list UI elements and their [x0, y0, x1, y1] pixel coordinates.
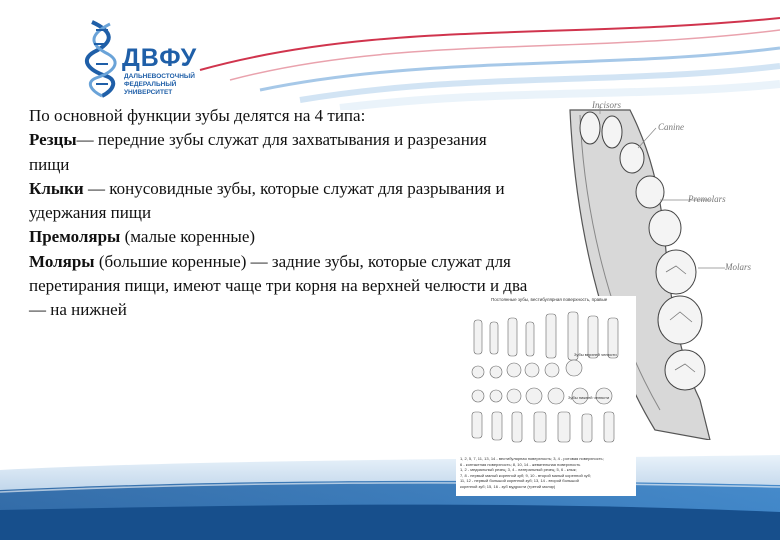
legend-line: 6 - контактная поверхность; 8, 10, 14 - жевательная поверхность — [460, 461, 581, 467]
incisors-label: Incisors — [592, 100, 621, 110]
canines-description: — конусовидные зубы, которые служат для разрывания и удержания пищи — [29, 178, 505, 223]
teeth-chart-title: Постоянные зубы, вестибулярная поверхность, правые — [491, 297, 608, 302]
incisors-term: Резцы — [29, 130, 77, 150]
legend-line: 1, 2 - медиальный резец; 3, 4 - латеральный резец; 5, 6 - клык; — [460, 467, 577, 472]
lower-teeth-note: Зубы нижней челюсти — [568, 395, 610, 400]
dna-helix-icon — [84, 18, 124, 98]
logo-abbreviation: ДВФУ — [122, 44, 198, 72]
canine-label: Canine — [658, 122, 684, 132]
legend-line: 1, 2, 5, 7, 11, 13, 14 - вестибулярная поверхность; 3, 4 - ротовая поверхность; — [460, 456, 604, 461]
legend-line: 11, 12 - первый большой коренной зуб; 13, 14 - второй большой — [460, 478, 579, 483]
premolars-description: (малые коренные) — [120, 227, 256, 247]
legend-line: коренной зуб; 15, 16 - зуб мудрости (третий моляр) — [460, 483, 556, 489]
upper-teeth-note: Зубы верхней челюсти — [574, 352, 617, 357]
bottom-wave-decoration — [0, 430, 780, 540]
university-logo — [84, 18, 214, 98]
teeth-chart — [456, 296, 636, 496]
teeth-chart-legend — [460, 456, 632, 489]
logo-line: ФЕДЕРАЛЬНЫЙ — [124, 81, 177, 88]
premolars-term: Премоляры — [29, 227, 121, 247]
molars-label: Molars — [725, 262, 752, 272]
premolars-paragraph — [29, 225, 529, 249]
premolars-label: Premolars — [688, 194, 726, 204]
molars-paragraph — [29, 250, 529, 323]
molars-term: Моляры — [29, 251, 95, 271]
incisors-paragraph — [29, 128, 529, 177]
main-text — [29, 104, 529, 323]
logo-line: УНИВЕРСИТЕТ — [124, 89, 173, 96]
intro-line: По основной функции зубы делятся на 4 типа: — [29, 106, 366, 125]
incisors-description: — передние зубы служат для захватывания и разрезания пищи — [29, 130, 487, 174]
logo-full-name — [124, 73, 214, 97]
canines-paragraph — [29, 177, 529, 226]
molars-description: (большие коренные) — задние зубы, которые служат для перетирания пищи, имеют чаще три корня на верхней челюсти и два — на нижней — [29, 251, 528, 320]
canines-term: Клыки — [29, 178, 84, 198]
legend-line: 7, 8 - первый малый коренной зуб; 9, 10 - второй малый коренной зуб; — [460, 472, 592, 478]
teeth-drawings — [456, 304, 636, 464]
logo-line: ДАЛЬНЕВОСТОЧНЫЙ — [124, 73, 195, 80]
